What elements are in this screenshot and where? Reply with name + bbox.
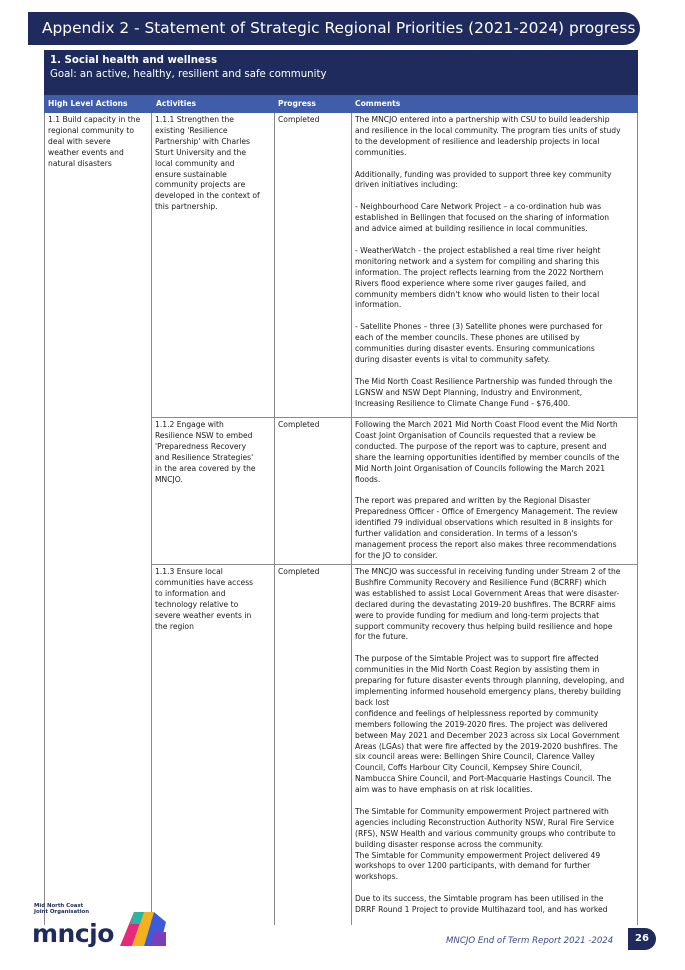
table-divider [351,113,352,925]
col-progress: Progress [278,99,316,108]
activity-1-1-2: 1.1.2 Engage with Resilience NSW to embed 'Preparedness Recovery and Resilience Strategies' in the area covered by the MNCJO. [155,420,256,484]
col-comments: Comments [355,99,401,108]
logo-org-name: Mid North Coast Joint Organisation [34,903,90,916]
table-header [44,95,638,113]
logo-wordmark: mncjo [32,919,114,948]
table-divider [151,113,152,925]
comment-1-1-1: The MNCJO entered into a partnership with CSU to build leadership and resilience in the local community. The program ties units of study to the development of resilience and leadership projects in local communities. Additionally, funding was provided to support three key community driven initiatives including: - Neighbourhood Care Network Project – a co-ordination hub was established in Bellingen that focused on the sharing of information and advice aimed at building resilience in local communities. - WeatherWatch - the project established a real time river height monitoring network and a system for compiling and sharing this information. The project reflects learning from the 2022 Northern Rivers flood experience where some river gauges failed, and community members didn't know who would listen to their local information. - Satellite Phones – three (3) Satellite phones were purchased for each of the member councils. These phones are utilised by communities during disaster events. Ensuring communications during disaster events is vital to community safety. The Mid North Coast Resilience Partnership was funded through the LGNSW and NSW Dept Planning, Industry and Environment, Increasing Resilience to Climate Change Fund - $76,400. [355,115,621,408]
progress-1-1-1: Completed [278,115,320,124]
priorities-table [44,113,638,925]
col-activities: Activities [156,99,197,108]
progress-1-1-2: Completed [278,420,320,429]
row-divider [151,417,638,418]
page-title: Appendix 2 - Statement of Strategic Regional Priorities (2021-2024) progress [28,12,640,45]
activity-1-1-3: 1.1.3 Ensure local communities have access to information and technology relative to severe weather events in the region [155,567,254,631]
activity-1-1-1: 1.1.1 Strengthen the existing 'Resilience Partnership' with Charles Sturt University and the local community and ensure sustainable community projects are developed in the context of this partnership. [155,115,260,212]
table-divider [274,113,275,925]
section-header [44,50,638,95]
progress-1-1-3: Completed [278,567,320,576]
footer-report-title: MNCJO End of Term Report 2021 -2024 [446,936,614,946]
table-border-right [637,113,638,925]
page-number: 26 [628,928,656,950]
high-level-action: 1.1 Build capacity in the regional community to deal with severe weather events and natural disasters [48,115,141,168]
row-divider [151,564,638,565]
mncjo-logo [28,900,178,955]
col-high-level-actions: High Level Actions [48,99,128,108]
comment-1-1-3: The MNCJO was successful in receiving funding under Stream 2 of the Bushfire Community Recovery and Resilience Fund (BCRRF) which was established to assist Local Government Areas that were disaster- declared during the devastating 2019-20 bushfires. The BCRRF aims were to provide funding for medium and long-term projects that support community recovery thus helping build resilience and hope for the future. The purpose of the Simtable Project was to support fire affected communities in the Mid North Coast Region by assisting them in preparing for future disaster events through planning, developing, and implementing informed household emergency plans, thereby building back lost confidence and feelings of helplessness reported by community members following the 2019-2020 fires. The project was delivered between May 2021 and December 2023 across six Local Government Areas (LGAs) that were fire affected by the 2019-2020 bushfires. The six council areas were: Bellingen Shire Council, Clarence Valley Council, Coffs Harbour City Council, Kempsey Shire Council, Nambucca Shire Council, and Port-Macquarie Hastings Council. The aim was to have emphasis on at risk localities. The Simtable for Community empowerment Project partnered with agencies including Reconstruction Authority NSW, Rural Fire Service (RFS), NSW Health and various community groups who contribute to building disaster response across the community. The Simtable for Community empowerment Project delivered 49 workshops to over 1200 participants, with demand for further workshops. Due to its success, the Simtable program has been utilised in the DRRF Round 1 Project to provide Multihazard tool, and has worked [355,567,625,915]
section-goal: Goal: an active, healthy, resilient and safe community [50,69,327,80]
section-title: 1. Social health and wellness [50,55,218,66]
table-border-left [44,113,45,925]
comment-1-1-2: Following the March 2021 Mid North Coast Flood event the Mid North Coast Joint Organisation of Councils requested that a review be conducted. The purpose of the report was to capture, present and share the learning opportunities identified by member councils of the Mid North Joint Organisation of Councils following the March 2021 floods. The report was prepared and written by the Regional Disaster Preparedness Officer - Office of Emergency Management. The review identified 79 individual observations which resulted in 8 insights for further validation and consideration. In terms of a lesson's management process the report also makes three recommendations for the JO to consider. [355,420,620,560]
logo-mark-icon [120,912,166,946]
